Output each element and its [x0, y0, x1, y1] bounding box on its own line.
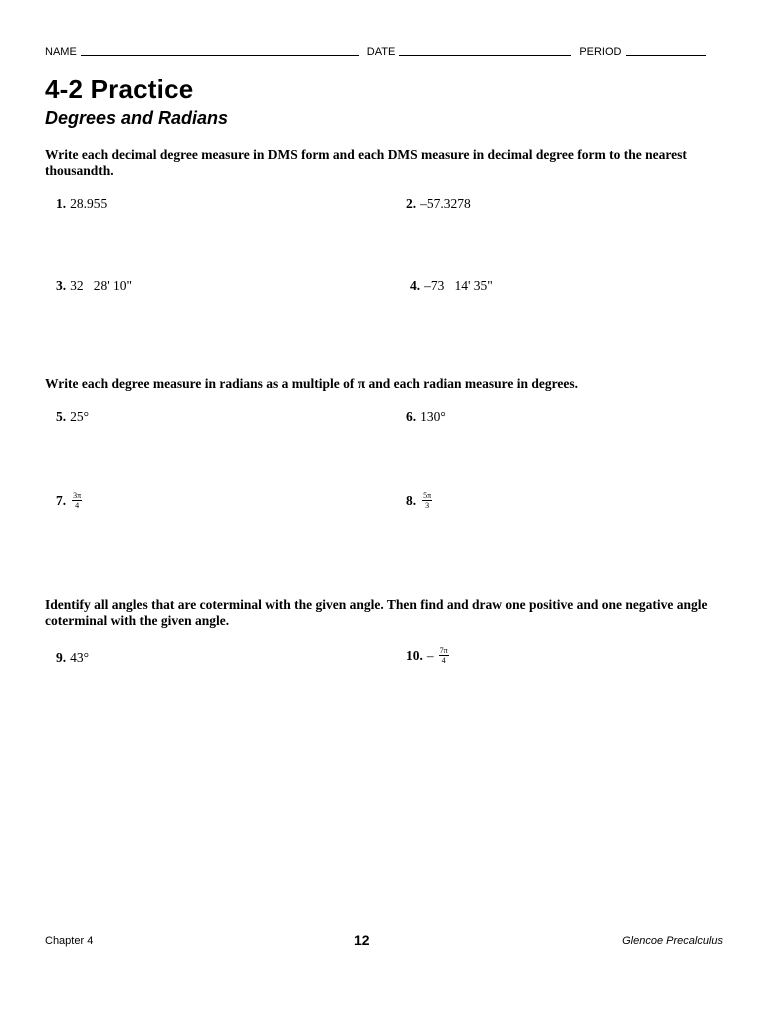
problem-3 [56, 278, 132, 294]
fraction-numerator: 7π [439, 646, 448, 655]
fraction-denominator: 4 [75, 501, 80, 510]
page-subtitle: Degrees and Radians [45, 108, 229, 128]
problem-1 [56, 196, 107, 212]
fraction-denominator: 4 [441, 656, 446, 665]
date-blank[interactable] [399, 54, 571, 56]
problem-value: –73 14' 35" [424, 278, 493, 293]
problem-number: 2. [406, 196, 417, 211]
problem-6 [406, 409, 446, 425]
fraction [72, 491, 82, 510]
fraction [422, 491, 432, 510]
section-2-instruction: Write each degree measure in radians as a multiple of π and each radian measure in degrees. [45, 376, 578, 391]
fraction [439, 646, 449, 665]
problem-value: 25° [70, 409, 90, 424]
problem-number: 9. [56, 650, 67, 665]
student-info-header [45, 46, 719, 58]
name-blank[interactable] [81, 54, 359, 56]
problem-number: 5. [56, 409, 67, 424]
fraction-numerator: 5π [423, 491, 432, 500]
section-3-instruction: Identify all angles that are coterminal with the given angle. Then find and draw one positive and one negative angle coterminal with the given angle. [45, 597, 708, 628]
problem-number: 1. [56, 196, 67, 211]
problem-value: 28.955 [70, 196, 108, 211]
problem-number: 8. [406, 492, 417, 508]
problem-value: 32 28' 10" [70, 278, 133, 293]
name-label: NAME [45, 46, 77, 58]
problem-number: 3. [56, 278, 67, 293]
footer-chapter: Chapter 4 [45, 935, 94, 947]
problem-8 [406, 491, 432, 510]
problem-10 [406, 646, 449, 665]
problem-2 [406, 196, 471, 212]
problem-number: 4. [410, 278, 421, 293]
negative-sign: – [426, 647, 434, 663]
problem-value: 43° [70, 650, 90, 665]
fraction-denominator: 3 [425, 501, 430, 510]
problem-5 [56, 409, 89, 425]
footer-page-number: 12 [354, 932, 370, 948]
problem-7 [56, 491, 82, 510]
problem-9 [56, 650, 89, 666]
problem-value: 130° [420, 409, 446, 424]
section-1-instruction: Write each decimal degree measure in DMS form and each DMS measure in decimal degree form to the nearest thousandth. [45, 147, 687, 178]
page-title: 4-2 Practice [45, 74, 194, 104]
period-blank[interactable] [626, 54, 706, 56]
problem-number: 10. [406, 647, 423, 663]
footer-book-title: Glencoe Precalculus [622, 935, 723, 947]
problem-4 [410, 278, 493, 294]
problem-number: 6. [406, 409, 417, 424]
period-label: PERIOD [579, 46, 622, 58]
fraction-numerator: 3π [73, 491, 82, 500]
date-label: DATE [366, 46, 396, 58]
problem-value: –57.3278 [420, 196, 471, 211]
problem-number: 7. [56, 492, 67, 508]
